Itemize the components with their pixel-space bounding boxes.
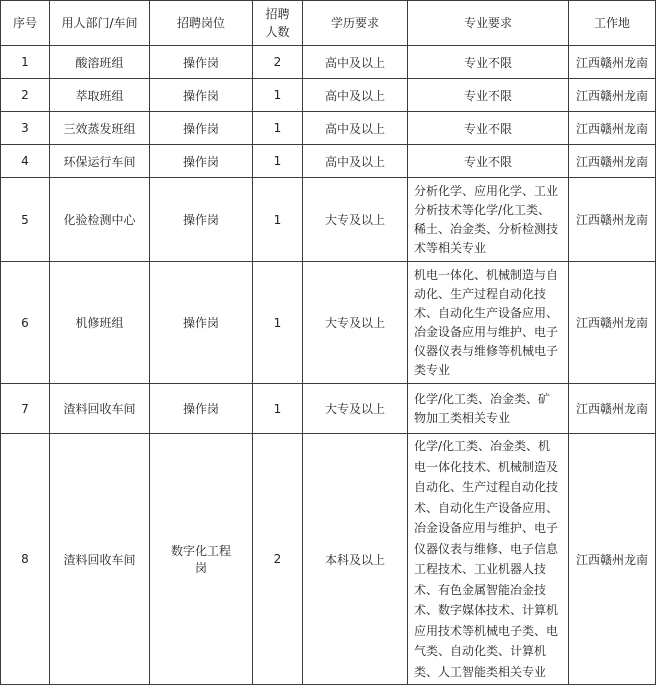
cell-location: 江西赣州龙南 [569,46,656,79]
cell-seq: 7 [1,384,50,434]
table-row [1,79,656,112]
cell-dept: 酸溶班组 [50,46,150,79]
cell-seq: 8 [1,434,50,685]
cell-education: 高中及以上 [303,46,408,79]
cell-position: 操作岗 [150,79,253,112]
cell-dept: 机修班组 [50,262,150,384]
cell-education: 大专及以上 [303,262,408,384]
cell-major: 化学/化工类、冶金类、矿物加工类相关专业 [408,384,569,434]
cell-seq: 1 [1,46,50,79]
cell-education: 大专及以上 [303,384,408,434]
header-location: 工作地 [569,1,656,46]
cell-major: 专业不限 [408,79,569,112]
cell-seq: 4 [1,145,50,178]
cell-position-label: 数字化工程岗 [171,544,232,575]
cell-seq: 5 [1,178,50,262]
cell-location: 江西赣州龙南 [569,145,656,178]
cell-major: 化学/化工类、冶金类、机电一体化技术、机械制造及自动化、生产过程自动化技术、自动化生产设备应用、冶金设备应用与维护、电子仪器仪表与维修、电子信息工程技术、工业机器人技术、有色金属智能冶金技术、数字媒体技术、计算机应用技术等机械电子类、电气类、自动化类、计算机类、人工智能类相关专业 [408,434,569,685]
table-row [1,46,656,79]
cell-position: 操作岗 [150,262,253,384]
cell-education: 高中及以上 [303,79,408,112]
cell-count: 2 [253,434,303,685]
cell-location: 江西赣州龙南 [569,112,656,145]
cell-major: 机电一体化、机械制造与自动化、生产过程自动化技术、自动化生产设备应用、冶金设备应用与维护、电子仪器仪表与维修等机械电子类专业 [408,262,569,384]
table-row [1,178,656,262]
cell-education: 高中及以上 [303,112,408,145]
cell-major: 专业不限 [408,112,569,145]
cell-dept: 萃取班组 [50,79,150,112]
cell-position: 操作岗 [150,384,253,434]
cell-position: 操作岗 [150,178,253,262]
table-body [1,46,656,685]
cell-count: 1 [253,178,303,262]
cell-education: 本科及以上 [303,434,408,685]
cell-position [150,434,253,685]
cell-position: 操作岗 [150,112,253,145]
table-row [1,262,656,384]
cell-dept: 渣料回收车间 [50,384,150,434]
cell-count: 1 [253,79,303,112]
header-count-label: 招聘人数 [265,7,290,39]
cell-position: 操作岗 [150,145,253,178]
cell-location: 江西赣州龙南 [569,384,656,434]
cell-dept: 环保运行车间 [50,145,150,178]
table-header [1,1,656,46]
cell-dept: 三效蒸发班组 [50,112,150,145]
cell-seq: 6 [1,262,50,384]
cell-dept: 渣料回收车间 [50,434,150,685]
table-row [1,434,656,685]
table-row [1,145,656,178]
header-major: 专业要求 [408,1,569,46]
cell-count: 1 [253,112,303,145]
cell-count: 1 [253,384,303,434]
cell-major: 专业不限 [408,46,569,79]
table-row [1,384,656,434]
cell-dept: 化验检测中心 [50,178,150,262]
header-position: 招聘岗位 [150,1,253,46]
cell-education: 大专及以上 [303,178,408,262]
cell-seq: 3 [1,112,50,145]
cell-location: 江西赣州龙南 [569,178,656,262]
cell-count: 1 [253,262,303,384]
header-education: 学历要求 [303,1,408,46]
header-seq: 序号 [1,1,50,46]
header-dept: 用人部门/车间 [50,1,150,46]
cell-major: 专业不限 [408,145,569,178]
cell-location: 江西赣州龙南 [569,262,656,384]
cell-count: 2 [253,46,303,79]
cell-location: 江西赣州龙南 [569,79,656,112]
header-count [253,1,303,46]
cell-seq: 2 [1,79,50,112]
cell-count: 1 [253,145,303,178]
cell-major: 分析化学、应用化学、工业分析技术等化学/化工类、稀土、冶金类、分析检测技术等相关专业 [408,178,569,262]
table-row [1,112,656,145]
cell-education: 高中及以上 [303,145,408,178]
header-row [1,1,656,46]
cell-position: 操作岗 [150,46,253,79]
cell-location: 江西赣州龙南 [569,434,656,685]
